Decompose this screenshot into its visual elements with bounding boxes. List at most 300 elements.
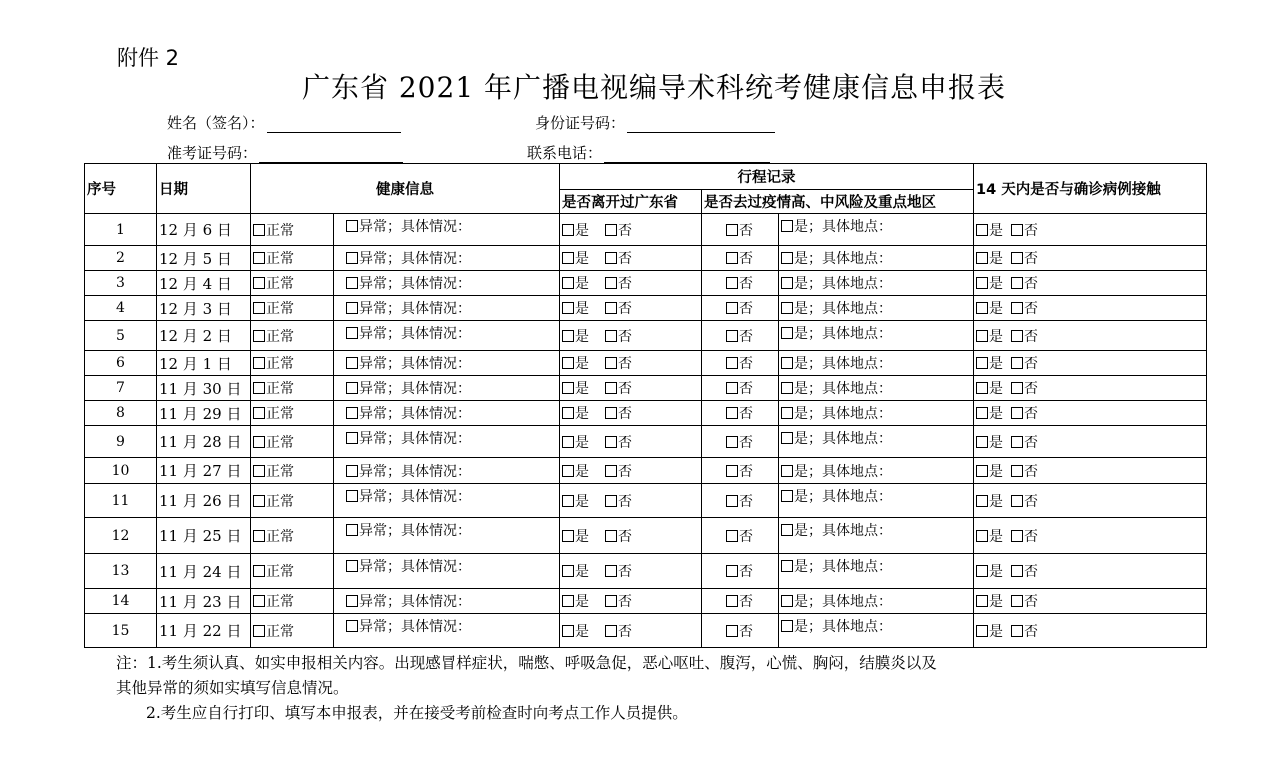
risk-area-no-option[interactable]: [702, 246, 779, 271]
risk-area-yes-option[interactable]: [779, 271, 974, 296]
no-label: 否: [739, 251, 753, 267]
yes-label: 是: [989, 493, 1003, 510]
risk-no-checkbox[interactable]: [726, 625, 738, 637]
table-row: [85, 426, 1207, 458]
table-row: [85, 401, 1207, 426]
left-gd-yes-checkbox[interactable]: [562, 382, 574, 394]
table-row: [85, 376, 1207, 401]
contact-yes-checkbox[interactable]: [976, 530, 988, 542]
row-index: 1: [85, 214, 157, 246]
yes-label: 是: [575, 434, 589, 451]
health-abnormal-option[interactable]: [334, 296, 560, 321]
table-row: [85, 214, 1207, 246]
risk-area-no-option[interactable]: [702, 214, 779, 246]
left-gd-yes-checkbox[interactable]: [562, 495, 574, 507]
note-1: 注：1.考生须认真、如实申报相关内容。出现感冒样症状，喘憋、呼吸急促，恶心呕吐、腹泻，心慌、胸闷，结膜炎以及: [116, 654, 937, 672]
contact-yes-checkbox[interactable]: [976, 302, 988, 314]
risk-yes-checkbox[interactable]: [781, 595, 793, 607]
abnormal-label: 异常；具体情况：: [359, 523, 471, 539]
contact-no-checkbox[interactable]: [1011, 436, 1023, 448]
risk-area-yes-option[interactable]: [779, 614, 974, 648]
risk-yes-checkbox[interactable]: [781, 560, 793, 572]
contact-yes-checkbox[interactable]: [976, 407, 988, 419]
no-label: 否: [1024, 356, 1038, 372]
left-gd-no-checkbox[interactable]: [605, 357, 617, 369]
health-abnormal-option[interactable]: [334, 321, 560, 351]
left-gd-yes-checkbox[interactable]: [562, 224, 574, 236]
left-gd-yes-checkbox[interactable]: [562, 565, 574, 577]
risk-yes-checkbox[interactable]: [781, 620, 793, 632]
risk-no-checkbox[interactable]: [726, 436, 738, 448]
abnormal-checkbox[interactable]: [346, 560, 358, 572]
health-abnormal-option[interactable]: [334, 246, 560, 271]
left-gd-yes-checkbox[interactable]: [562, 530, 574, 542]
health-abnormal-option[interactable]: [334, 589, 560, 614]
no-label: 否: [1024, 406, 1038, 422]
contact-options[interactable]: [974, 401, 1207, 426]
risk-no-checkbox[interactable]: [726, 357, 738, 369]
contact-yes-checkbox[interactable]: [976, 277, 988, 289]
abnormal-label: 异常；具体情况：: [359, 356, 471, 372]
contact-no-checkbox[interactable]: [1011, 595, 1023, 607]
contact-yes-checkbox[interactable]: [976, 436, 988, 448]
normal-checkbox[interactable]: [253, 277, 265, 289]
risk-no-checkbox[interactable]: [726, 565, 738, 577]
left-gd-options[interactable]: [560, 214, 702, 246]
table-row: [85, 458, 1207, 484]
contact-no-checkbox[interactable]: [1011, 625, 1023, 637]
risk-area-no-option[interactable]: [702, 614, 779, 648]
contact-no-checkbox[interactable]: [1011, 252, 1023, 264]
no-label: 否: [739, 463, 753, 480]
normal-checkbox[interactable]: [253, 302, 265, 314]
contact-no-checkbox[interactable]: [1011, 224, 1023, 236]
health-normal-option[interactable]: [251, 246, 334, 271]
header-health: 健康信息: [251, 164, 560, 214]
normal-checkbox[interactable]: [253, 252, 265, 264]
risk-yes-checkbox[interactable]: [781, 407, 793, 419]
health-abnormal-option[interactable]: [334, 484, 560, 518]
risk-area-yes-option[interactable]: [779, 351, 974, 376]
left-gd-yes-checkbox[interactable]: [562, 465, 574, 477]
no-label: 否: [1024, 222, 1038, 239]
contact-yes-checkbox[interactable]: [976, 330, 988, 342]
no-label: 否: [1024, 528, 1038, 545]
left-gd-yes-checkbox[interactable]: [562, 302, 574, 314]
no-label: 否: [618, 276, 632, 292]
contact-no-checkbox[interactable]: [1011, 465, 1023, 477]
risk-yes-checkbox[interactable]: [781, 524, 793, 536]
header-index: 序号: [85, 164, 157, 214]
exam-no-input-line[interactable]: [259, 148, 403, 163]
no-label: 否: [618, 251, 632, 267]
abnormal-label: 异常；具体情况：: [359, 594, 471, 610]
yes-label: 是: [989, 594, 1003, 610]
row-date: 12 月 5 日: [157, 246, 251, 271]
risk-yes-checkbox[interactable]: [781, 277, 793, 289]
risk-no-checkbox[interactable]: [726, 530, 738, 542]
left-gd-no-checkbox[interactable]: [605, 382, 617, 394]
left-gd-options[interactable]: [560, 614, 702, 648]
risk-area-yes-option[interactable]: [779, 589, 974, 614]
risk-no-checkbox[interactable]: [726, 252, 738, 264]
no-label: 否: [1024, 301, 1038, 317]
normal-checkbox[interactable]: [253, 224, 265, 236]
risk-area-yes-option[interactable]: [779, 296, 974, 321]
left-gd-no-checkbox[interactable]: [605, 224, 617, 236]
abnormal-label: 异常；具体情况：: [359, 251, 471, 267]
contact-no-checkbox[interactable]: [1011, 530, 1023, 542]
row-date: 11 月 24 日: [157, 554, 251, 589]
name-input-line[interactable]: [267, 118, 401, 133]
table-row: [85, 351, 1207, 376]
risk-yes-checkbox[interactable]: [781, 220, 793, 232]
yes-label: 是: [575, 493, 589, 510]
id-field[interactable]: [535, 112, 775, 133]
normal-checkbox[interactable]: [253, 595, 265, 607]
table-row: [85, 589, 1207, 614]
risk-no-checkbox[interactable]: [726, 302, 738, 314]
health-abnormal-option[interactable]: [334, 214, 560, 246]
normal-checkbox[interactable]: [253, 625, 265, 637]
contact-no-checkbox[interactable]: [1011, 495, 1023, 507]
contact-yes-checkbox[interactable]: [976, 357, 988, 369]
yes-place-label: 是；具体地点：: [794, 559, 892, 575]
abnormal-checkbox[interactable]: [346, 595, 358, 607]
header-risk-area: 是否去过疫情高、中风险及重点地区: [702, 190, 974, 214]
table-row: [85, 321, 1207, 351]
normal-checkbox[interactable]: [253, 357, 265, 369]
health-normal-option[interactable]: [251, 321, 334, 351]
contact-yes-checkbox[interactable]: [976, 495, 988, 507]
health-abnormal-option[interactable]: [334, 518, 560, 554]
contact-options[interactable]: [974, 614, 1207, 648]
normal-label: 正常: [266, 356, 294, 372]
left-gd-yes-checkbox[interactable]: [562, 252, 574, 264]
risk-area-yes-option[interactable]: [779, 426, 974, 458]
abnormal-checkbox[interactable]: [346, 327, 358, 339]
left-gd-options[interactable]: [560, 589, 702, 614]
health-abnormal-option[interactable]: [334, 271, 560, 296]
health-normal-option[interactable]: [251, 271, 334, 296]
contact-options[interactable]: [974, 246, 1207, 271]
row-index: 7: [85, 376, 157, 401]
left-gd-no-checkbox[interactable]: [605, 302, 617, 314]
no-label: 否: [1024, 493, 1038, 510]
contact-no-checkbox[interactable]: [1011, 382, 1023, 394]
left-gd-yes-checkbox[interactable]: [562, 407, 574, 419]
no-label: 否: [1024, 564, 1038, 580]
name-label: 姓名（签名）：: [167, 114, 265, 132]
risk-area-yes-option[interactable]: [779, 484, 974, 518]
no-label: 否: [739, 528, 753, 545]
normal-checkbox[interactable]: [253, 407, 265, 419]
risk-no-checkbox[interactable]: [726, 277, 738, 289]
risk-yes-checkbox[interactable]: [781, 327, 793, 339]
left-gd-no-checkbox[interactable]: [605, 625, 617, 637]
risk-area-no-option[interactable]: [702, 321, 779, 351]
no-label: 否: [618, 594, 632, 610]
risk-area-no-option[interactable]: [702, 376, 779, 401]
risk-area-yes-option[interactable]: [779, 321, 974, 351]
table-row: [85, 296, 1207, 321]
phone-label: 联系电话：: [527, 144, 603, 162]
row-date: 12 月 3 日: [157, 296, 251, 321]
health-abnormal-option[interactable]: [334, 458, 560, 484]
left-gd-no-checkbox[interactable]: [605, 565, 617, 577]
yes-label: 是: [575, 222, 589, 239]
contact-options[interactable]: [974, 271, 1207, 296]
risk-area-yes-option[interactable]: [779, 518, 974, 554]
risk-area-no-option[interactable]: [702, 484, 779, 518]
no-label: 否: [1024, 434, 1038, 451]
normal-checkbox[interactable]: [253, 465, 265, 477]
contact-yes-checkbox[interactable]: [976, 565, 988, 577]
contact-yes-checkbox[interactable]: [976, 465, 988, 477]
no-label: 否: [739, 356, 753, 372]
contact-yes-checkbox[interactable]: [976, 625, 988, 637]
left-gd-options[interactable]: [560, 271, 702, 296]
left-gd-options[interactable]: [560, 426, 702, 458]
no-label: 否: [618, 328, 632, 345]
risk-area-yes-option[interactable]: [779, 401, 974, 426]
normal-checkbox[interactable]: [253, 530, 265, 542]
exam-no-field[interactable]: [167, 142, 403, 163]
left-gd-no-checkbox[interactable]: [605, 277, 617, 289]
row-index: 8: [85, 401, 157, 426]
contact-yes-checkbox[interactable]: [976, 252, 988, 264]
health-normal-option[interactable]: [251, 214, 334, 246]
abnormal-checkbox[interactable]: [346, 220, 358, 232]
left-gd-no-checkbox[interactable]: [605, 252, 617, 264]
left-gd-options[interactable]: [560, 484, 702, 518]
left-gd-yes-checkbox[interactable]: [562, 436, 574, 448]
yes-place-label: 是；具体地点：: [794, 619, 892, 635]
health-normal-option[interactable]: [251, 484, 334, 518]
id-input-line[interactable]: [627, 118, 775, 133]
risk-yes-checkbox[interactable]: [781, 252, 793, 264]
health-abnormal-option[interactable]: [334, 351, 560, 376]
risk-no-checkbox[interactable]: [726, 382, 738, 394]
risk-area-no-option[interactable]: [702, 458, 779, 484]
contact-no-checkbox[interactable]: [1011, 357, 1023, 369]
normal-checkbox[interactable]: [253, 436, 265, 448]
yes-label: 是: [989, 564, 1003, 580]
yes-label: 是: [989, 301, 1003, 317]
yes-label: 是: [989, 222, 1003, 239]
risk-area-no-option[interactable]: [702, 296, 779, 321]
left-gd-no-checkbox[interactable]: [605, 495, 617, 507]
contact-options[interactable]: [974, 484, 1207, 518]
contact-yes-checkbox[interactable]: [976, 382, 988, 394]
risk-no-checkbox[interactable]: [726, 595, 738, 607]
yes-label: 是: [575, 381, 589, 397]
left-gd-yes-checkbox[interactable]: [562, 625, 574, 637]
risk-area-yes-option[interactable]: [779, 554, 974, 589]
health-abnormal-option[interactable]: [334, 614, 560, 648]
notes: [116, 651, 1186, 726]
risk-no-checkbox[interactable]: [726, 224, 738, 236]
abnormal-checkbox[interactable]: [346, 382, 358, 394]
contact-options[interactable]: [974, 351, 1207, 376]
contact-yes-checkbox[interactable]: [976, 595, 988, 607]
left-gd-yes-checkbox[interactable]: [562, 330, 574, 342]
yes-label: 是: [575, 463, 589, 480]
left-gd-options[interactable]: [560, 296, 702, 321]
contact-options[interactable]: [974, 376, 1207, 401]
yes-label: 是: [575, 406, 589, 422]
risk-yes-checkbox[interactable]: [781, 302, 793, 314]
table-row: [85, 554, 1207, 589]
left-gd-options[interactable]: [560, 554, 702, 589]
contact-options[interactable]: [974, 458, 1207, 484]
no-label: 否: [1024, 328, 1038, 345]
health-normal-option[interactable]: [251, 518, 334, 554]
abnormal-label: 异常；具体情况：: [359, 381, 471, 397]
abnormal-checkbox[interactable]: [346, 620, 358, 632]
row-index: 10: [85, 458, 157, 484]
abnormal-checkbox[interactable]: [346, 465, 358, 477]
risk-area-yes-option[interactable]: [779, 458, 974, 484]
risk-area-no-option[interactable]: [702, 426, 779, 458]
abnormal-checkbox[interactable]: [346, 302, 358, 314]
left-gd-yes-checkbox[interactable]: [562, 595, 574, 607]
contact-options[interactable]: [974, 321, 1207, 351]
health-normal-option[interactable]: [251, 351, 334, 376]
health-abnormal-option[interactable]: [334, 426, 560, 458]
health-normal-option[interactable]: [251, 401, 334, 426]
row-date: 12 月 1 日: [157, 351, 251, 376]
abnormal-checkbox[interactable]: [346, 252, 358, 264]
abnormal-checkbox[interactable]: [346, 277, 358, 289]
risk-yes-checkbox[interactable]: [781, 432, 793, 444]
health-declaration-table: [84, 163, 1207, 648]
health-abnormal-option[interactable]: [334, 554, 560, 589]
health-normal-option[interactable]: [251, 554, 334, 589]
health-normal-option[interactable]: [251, 296, 334, 321]
risk-area-yes-option[interactable]: [779, 376, 974, 401]
left-gd-options[interactable]: [560, 401, 702, 426]
contact-options[interactable]: [974, 296, 1207, 321]
contact-options[interactable]: [974, 589, 1207, 614]
no-label: 否: [618, 463, 632, 480]
no-label: 否: [618, 222, 632, 239]
row-index: 6: [85, 351, 157, 376]
abnormal-checkbox[interactable]: [346, 490, 358, 502]
left-gd-yes-checkbox[interactable]: [562, 277, 574, 289]
yes-label: 是: [989, 276, 1003, 292]
contact-no-checkbox[interactable]: [1011, 302, 1023, 314]
no-label: 否: [618, 528, 632, 545]
abnormal-checkbox[interactable]: [346, 357, 358, 369]
abnormal-label: 异常；具体情况：: [359, 301, 471, 317]
name-field[interactable]: [167, 112, 401, 133]
yes-place-label: 是；具体地点：: [794, 219, 892, 235]
row-date: 12 月 2 日: [157, 321, 251, 351]
risk-area-no-option[interactable]: [702, 351, 779, 376]
left-gd-options[interactable]: [560, 246, 702, 271]
health-normal-option[interactable]: [251, 426, 334, 458]
risk-area-yes-option[interactable]: [779, 214, 974, 246]
no-label: 否: [1024, 623, 1038, 640]
risk-no-checkbox[interactable]: [726, 465, 738, 477]
yes-place-label: 是；具体地点：: [794, 326, 892, 342]
left-gd-no-checkbox[interactable]: [605, 595, 617, 607]
normal-checkbox[interactable]: [253, 330, 265, 342]
left-gd-no-checkbox[interactable]: [605, 330, 617, 342]
health-normal-option[interactable]: [251, 376, 334, 401]
health-abnormal-option[interactable]: [334, 376, 560, 401]
left-gd-no-checkbox[interactable]: [605, 407, 617, 419]
contact-options[interactable]: [974, 214, 1207, 246]
left-gd-options[interactable]: [560, 518, 702, 554]
health-normal-option[interactable]: [251, 589, 334, 614]
contact-no-checkbox[interactable]: [1011, 407, 1023, 419]
risk-no-checkbox[interactable]: [726, 330, 738, 342]
contact-options[interactable]: [974, 554, 1207, 589]
risk-yes-checkbox[interactable]: [781, 382, 793, 394]
left-gd-no-checkbox[interactable]: [605, 465, 617, 477]
risk-no-checkbox[interactable]: [726, 495, 738, 507]
risk-area-no-option[interactable]: [702, 401, 779, 426]
normal-checkbox[interactable]: [253, 495, 265, 507]
abnormal-checkbox[interactable]: [346, 432, 358, 444]
normal-checkbox[interactable]: [253, 382, 265, 394]
left-gd-options[interactable]: [560, 376, 702, 401]
left-gd-no-checkbox[interactable]: [605, 530, 617, 542]
row-date: 11 月 29 日: [157, 401, 251, 426]
contact-no-checkbox[interactable]: [1011, 277, 1023, 289]
yes-label: 是: [575, 301, 589, 317]
risk-area-no-option[interactable]: [702, 271, 779, 296]
abnormal-checkbox[interactable]: [346, 524, 358, 536]
contact-options[interactable]: [974, 426, 1207, 458]
risk-area-no-option[interactable]: [702, 518, 779, 554]
health-abnormal-option[interactable]: [334, 401, 560, 426]
normal-label: 正常: [266, 564, 294, 580]
row-date: 11 月 22 日: [157, 614, 251, 648]
no-label: 否: [739, 301, 753, 317]
left-gd-options[interactable]: [560, 351, 702, 376]
no-label: 否: [618, 301, 632, 317]
risk-area-no-option[interactable]: [702, 589, 779, 614]
phone-input-line[interactable]: [604, 148, 770, 163]
left-gd-options[interactable]: [560, 458, 702, 484]
note-2: 2.考生应自行打印、填写本申报表，并在接受考前检查时向考点工作人员提供。: [146, 704, 688, 722]
health-normal-option[interactable]: [251, 458, 334, 484]
left-gd-no-checkbox[interactable]: [605, 436, 617, 448]
risk-yes-checkbox[interactable]: [781, 490, 793, 502]
left-gd-yes-checkbox[interactable]: [562, 357, 574, 369]
table-row: [85, 271, 1207, 296]
no-label: 否: [739, 406, 753, 422]
phone-field[interactable]: [527, 142, 770, 163]
contact-no-checkbox[interactable]: [1011, 565, 1023, 577]
contact-options[interactable]: [974, 518, 1207, 554]
risk-yes-checkbox[interactable]: [781, 357, 793, 369]
risk-area-no-option[interactable]: [702, 554, 779, 589]
contact-yes-checkbox[interactable]: [976, 224, 988, 236]
health-normal-option[interactable]: [251, 614, 334, 648]
contact-no-checkbox[interactable]: [1011, 330, 1023, 342]
abnormal-checkbox[interactable]: [346, 407, 358, 419]
left-gd-options[interactable]: [560, 321, 702, 351]
risk-yes-checkbox[interactable]: [781, 465, 793, 477]
risk-no-checkbox[interactable]: [726, 407, 738, 419]
risk-area-yes-option[interactable]: [779, 246, 974, 271]
normal-checkbox[interactable]: [253, 565, 265, 577]
row-date: 12 月 4 日: [157, 271, 251, 296]
